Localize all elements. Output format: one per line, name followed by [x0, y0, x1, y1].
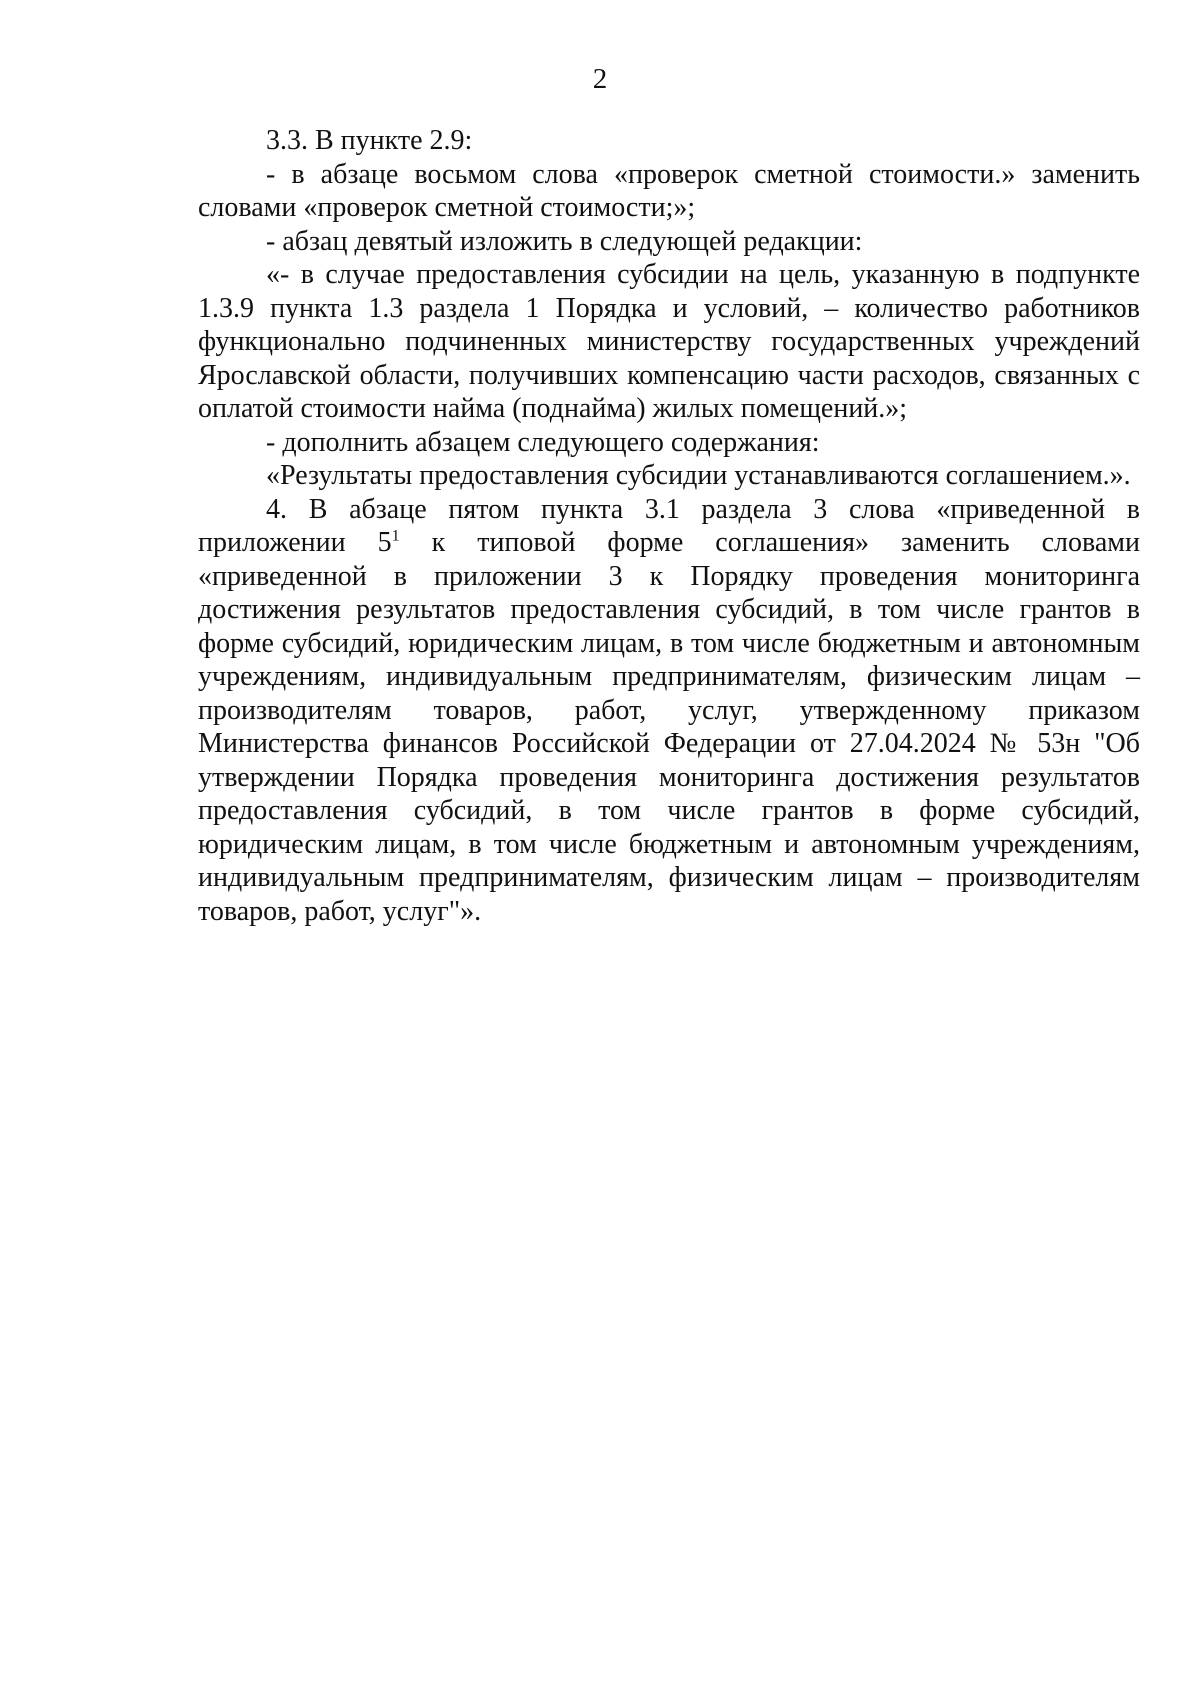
paragraph-item-4-part-1: 4. В абзаце пятом пункта 3.1 раздела 3 слова «приведенной в приложении 5 [198, 493, 1140, 558]
superscript-mark: 1 [391, 527, 400, 545]
page-number: 2 [592, 63, 608, 95]
paragraph-ninth-abzac-intro: - абзац девятый изложить в следующей редакции: [266, 225, 863, 257]
paragraph-3-3-heading: 3.3. В пункте 2.9: [266, 125, 473, 156]
paragraph-item-4 [198, 493, 1140, 929]
paragraph-eighth-abzac-change: - в абзаце восьмом слова «проверок сметной стоимости.» заменить словами «проверок сметной стоимости;»; [198, 158, 1140, 223]
paragraph-add-abzac-intro: - дополнить абзацем следующего содержания: [266, 426, 820, 458]
paragraph-item-4-part-2: к типовой форме соглашения» заменить словами «приведенной в приложении 3 к Порядку проведения мониторинга достижения результатов предоставления субсидий, в том числе грантов в форме субсидий, юридическим лицам, в том числе бюджетным и автономным учреждениям, индивидуальным предпринимателям, физическим лицам – производителям товаров, работ, услуг, утвержденному приказом Министерства финансов Российской Федерации от 27.04.2024 № 53н "Об утверждении Порядка проведения мониторинга достижения результатов предоставления субсидий, в том числе грантов в форме субсидий, юридическим лицам, в том числе бюджетным и автономным учреждениям, индивидуальным предпринимателям, физическим лицам – производителям товаров, работ, услуг"». [198, 527, 1141, 927]
document-body [198, 124, 1140, 928]
paragraph-results-text: «Результаты предоставления субсидии устанавливаются соглашением.». [266, 460, 1131, 491]
paragraph-ninth-abzac-text: «- в случае предоставления субсидии на цель, указанную в подпункте 1.3.9 пункта 1.3 раздела 1 Порядка и условий, – количество работников функционально подчиненных министерству государственных учреждений Ярославской области, получивших компенсацию части расходов, связанных с оплатой стоимости найма (поднайма) жилых помещений.»; [198, 259, 1140, 424]
